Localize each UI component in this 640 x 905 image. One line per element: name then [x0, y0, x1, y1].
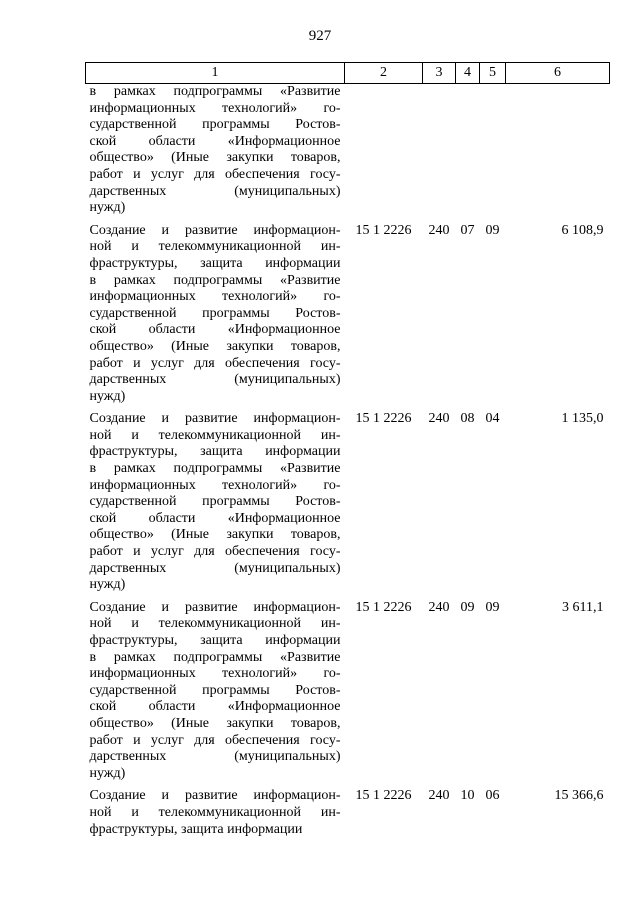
row-vr: 240 [428, 222, 450, 238]
description-line: ской области «Информационное [89, 510, 341, 526]
description-line: нужд) [89, 200, 126, 216]
description-line: работ и услуг для обеспечения госу- [89, 732, 341, 748]
description-line: информационных технологий» го- [89, 666, 341, 682]
description-line: работ и услуг для обеспечения госу- [89, 166, 341, 182]
row-code: 15 1 2226 [355, 788, 412, 804]
row-pr: 09 [485, 222, 500, 238]
row-pr: 06 [485, 788, 500, 804]
row-rz [456, 84, 480, 223]
row-vr [423, 84, 456, 223]
description-line: фраструктуры, защита информации [89, 255, 341, 271]
row-code [345, 84, 423, 223]
row-description [86, 84, 345, 223]
description-line: сударственной программы Ростов- [89, 117, 341, 133]
description-line: ной и телекоммуникационной ин- [89, 427, 341, 443]
row-pr: 09 [485, 599, 500, 615]
description-line: общество» (Иные закупки товаров, [89, 338, 341, 354]
description-line: дарственных (муниципальных) [89, 560, 341, 576]
description-line: нужд) [89, 765, 126, 781]
row-vr: 240 [428, 788, 450, 804]
description-line: общество» (Иные закупки товаров, [89, 527, 341, 543]
table-row [86, 600, 610, 789]
row-rz: 07 [460, 222, 475, 238]
row-vr: 240 [428, 411, 450, 427]
description-line: дарственных (муниципальных) [89, 372, 341, 388]
description-line: в рамках подпрограммы «Развитие [89, 84, 341, 99]
table-row [86, 84, 610, 223]
header-row [86, 63, 610, 84]
description-line: сударственной программы Ростов- [89, 305, 341, 321]
description-line: сударственной программы Ростов- [89, 682, 341, 698]
description-line: фраструктуры, защита информации [89, 633, 341, 648]
description-line: ной и телекоммуникационной ин- [89, 239, 341, 255]
header-col-6: 6 [506, 63, 610, 84]
description-line: ной и телекоммуникационной ин- [89, 804, 341, 820]
header-col-5: 5 [480, 63, 506, 84]
description-line: ской области «Информационное [89, 699, 341, 715]
row-code: 15 1 2226 [355, 599, 412, 615]
row-sum: 15 366,6 [554, 788, 604, 804]
description-line: дарственных (муниципальных) [89, 183, 341, 199]
row-rz: 08 [460, 411, 475, 427]
table-body [86, 84, 610, 845]
description-line: ской области «Информационное [89, 322, 341, 338]
row-sum: 1 135,0 [561, 411, 604, 427]
row-description [86, 411, 345, 600]
row-sum: 3 611,1 [562, 599, 604, 615]
row-code: 15 1 2226 [355, 411, 412, 427]
description-line: в рамках подпрограммы «Развитие [89, 649, 341, 665]
description-line: дарственных (муниципальных) [89, 749, 341, 765]
description-line: фраструктуры, защита информации [89, 821, 303, 837]
description-line: работ и услуг для обеспечения госу- [89, 355, 341, 371]
row-rz: 09 [460, 599, 475, 615]
description-line: информационных технологий» го- [89, 289, 341, 305]
description-line: общество» (Иные закупки товаров, [89, 715, 341, 731]
row-code: 15 1 2226 [355, 222, 412, 238]
table-row [86, 788, 610, 844]
description-line: ной и телекоммуникационной ин- [89, 616, 341, 632]
row-description [86, 223, 345, 412]
header-col-1: 1 [86, 63, 345, 84]
row-description [86, 600, 345, 789]
row-sum [506, 84, 610, 223]
table-row [86, 411, 610, 600]
description-line: Создание и развитие информацион- [89, 222, 341, 238]
description-line: ской области «Информационное [89, 133, 341, 149]
description-line: в рамках подпрограммы «Развитие [89, 272, 341, 288]
description-line: работ и услуг для обеспечения госу- [89, 544, 341, 560]
header-col-4: 4 [456, 63, 480, 84]
row-pr [480, 84, 506, 223]
description-line: информационных технологий» го- [89, 100, 341, 116]
budget-table [85, 62, 610, 844]
description-line: Создание и развитие информацион- [89, 788, 341, 804]
description-line: сударственной программы Ростов- [89, 494, 341, 510]
header-col-3: 3 [423, 63, 456, 84]
description-line: Создание и развитие информацион- [89, 411, 341, 427]
row-sum: 6 108,9 [561, 222, 604, 238]
page-number: 927 [308, 28, 332, 44]
table-row [86, 223, 610, 412]
description-line: нужд) [89, 388, 126, 404]
description-line: фраструктуры, защита информации [89, 444, 341, 460]
row-rz: 10 [460, 788, 475, 804]
row-pr: 04 [485, 411, 500, 427]
description-line: в рамках подпрограммы «Развитие [89, 461, 341, 477]
table-header [86, 63, 610, 84]
row-description [86, 788, 345, 844]
description-line: Создание и развитие информацион- [89, 599, 341, 615]
description-line: информационных технологий» го- [89, 477, 341, 493]
row-vr: 240 [428, 599, 450, 615]
description-line: нужд) [89, 577, 126, 593]
description-line: общество» (Иные закупки товаров, [89, 150, 341, 166]
header-col-2: 2 [345, 63, 423, 84]
